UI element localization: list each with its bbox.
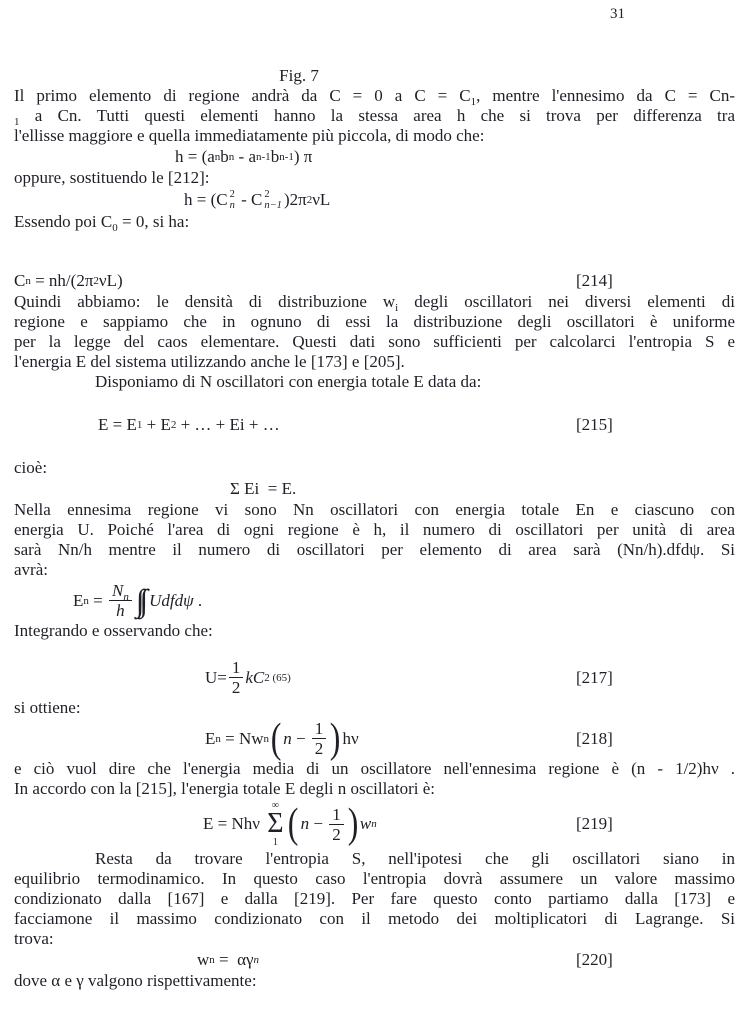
text-run: νL: [312, 190, 331, 209]
text-run: E = E: [98, 415, 137, 434]
text-run: 2: [231, 678, 241, 697]
text-run: a Cn. Tutti questi elementi hanno la stessa area h che si trova per differenza tra: [19, 106, 735, 125]
text-run: Resta da trovare l'entropia S, nell'ipotesi che gli oscillatori siano in: [95, 849, 735, 868]
text-line: [14, 849, 735, 869]
text-line: [14, 86, 735, 106]
vertical-gap: [14, 641, 735, 657]
page-number: 31: [610, 6, 625, 22]
summation-lower-limit: 1: [272, 837, 278, 848]
equation-line: [14, 714, 735, 762]
text-line: [14, 126, 735, 146]
text-run: 1: [231, 658, 241, 677]
text-line: [14, 500, 735, 520]
text-run: U=: [205, 667, 227, 687]
text-run: 1: [332, 804, 341, 824]
equation-line: [14, 949, 735, 971]
italic-text-run: n: [283, 728, 292, 748]
equation-number: [218]: [576, 728, 613, 748]
text-line: [14, 332, 735, 352]
text-run: w: [197, 950, 210, 969]
text-line: [14, 292, 735, 312]
text-run: νL): [98, 271, 123, 290]
text-line: [14, 312, 735, 332]
figure-caption: Fig. 7: [279, 66, 319, 85]
text-run: Il primo elemento di regione andrà da C = 0 a C = C: [14, 86, 471, 105]
equation-number: [220]: [576, 950, 613, 969]
equation-body: E n = Nw n ( n − $\frac{1}{2}$ ) hν: [205, 714, 359, 762]
text-line: [14, 106, 735, 126]
text-run: energia U. Poiché l'area di ogni regione è h, il numero di oscillatori per unità di area: [14, 520, 735, 539]
text-line: [14, 458, 735, 478]
text-run: l'ellisse maggiore e quella immediatamente più piccola, di modo che:: [14, 126, 485, 145]
text-line: [14, 560, 735, 580]
subscript: 1: [14, 116, 20, 128]
text-line: [14, 520, 735, 540]
subscript: 0: [112, 222, 118, 234]
text-run: condizionato dalla [167] e dalla [219]. Per fare questo conto partiamo dalla [173] e: [14, 889, 735, 908]
text-run: Integrando e osservando che:: [14, 621, 213, 640]
text-run: + … + Ei + …: [176, 415, 280, 434]
equation-number: [219]: [576, 814, 613, 833]
text-run: =: [88, 590, 107, 610]
fraction-denominator: [113, 601, 128, 620]
text-run: degli oscillatori nei diversi elementi di: [398, 292, 735, 311]
text-run: In accordo con la [215], l'energia totale E degli n oscillatori è:: [14, 779, 435, 798]
fraction-numerator: [312, 719, 327, 739]
subscript: i: [395, 302, 399, 314]
text-run: h = (a: [175, 147, 215, 166]
equation-body: w n = αγ n: [197, 950, 260, 969]
equation-line: [14, 188, 735, 212]
sub-sup-stack: [262, 189, 284, 211]
text-run: Quindi abbiamo: le densità di distribuzione w: [14, 292, 396, 311]
text-run: , mentre l'ennesimo da C = Cn-: [476, 86, 736, 105]
text-run: = nh/(2π: [30, 271, 94, 290]
subscript: n: [123, 591, 129, 603]
fraction-numerator: [109, 581, 132, 601]
fraction: [229, 658, 244, 697]
equation-number: [215]: [576, 415, 613, 434]
text-line: [14, 168, 735, 188]
equation-body: h = (a n b n - a n-1 b n-1 ) π: [175, 147, 313, 166]
italic-text-run: kC: [245, 667, 265, 687]
equation-line: [14, 657, 735, 698]
text-run: - C: [236, 190, 263, 209]
superscript: 2: [229, 189, 235, 200]
text-block: [14, 86, 735, 991]
subscript: n−1: [264, 200, 282, 211]
text-run: trova:: [14, 929, 54, 948]
fraction-numerator: [229, 658, 244, 678]
fraction-denominator: [229, 678, 244, 697]
equation-line: [14, 478, 735, 500]
fraction: [329, 805, 344, 844]
text-run: avrà:: [14, 560, 48, 579]
text-run: 1: [314, 719, 324, 738]
text-line: [14, 759, 735, 779]
text-run: )2π: [283, 190, 307, 209]
summation-upper-limit: ∞: [271, 800, 279, 811]
vertical-gap: [14, 392, 735, 414]
fraction-denominator: [329, 825, 344, 844]
text-line: [14, 929, 735, 949]
text-line: [14, 971, 735, 991]
text-run: + E: [142, 415, 171, 434]
equation-body: h = (C 2 n - C 2 n−1 )2π 2 νL: [184, 189, 331, 211]
text-line: [14, 212, 735, 232]
sigma-glyph: Σ: [267, 808, 284, 839]
sub-sup-stack: [228, 189, 237, 211]
fraction-numerator: [329, 805, 344, 825]
text-run: regione e sappiamo che in ognuno di essi la distribuzione degli oscillatori è uniforme: [14, 312, 735, 331]
text-run: ) π: [293, 147, 313, 166]
equation-body: U= $\frac{1}{2}$ kC 2 (65): [205, 658, 291, 697]
text-run: Nella ennesima regione vi sono Nn oscillatori con energia totale En e ciascuno con: [14, 500, 735, 519]
fraction-denominator: [312, 739, 327, 758]
summation-symbol: [267, 800, 283, 848]
equation-body: E = E 1 + E 2 + … + Ei + …: [98, 415, 280, 434]
italic-text-run: N: [111, 581, 124, 600]
text-line: [14, 698, 735, 718]
text-run: b: [270, 147, 280, 166]
text-line: [14, 889, 735, 909]
text-line: [14, 869, 735, 889]
text-run: = Nw: [220, 728, 264, 748]
vertical-gap: [14, 436, 735, 458]
text-run: sarà Nn/h mentre il numero di oscillatori per elemento di area sarà (Nn/h).dfdψ. Si: [14, 540, 735, 559]
equation-line: [14, 799, 735, 849]
text-run: oppure, sostituendo le [212]:: [14, 168, 210, 187]
equation-line: [14, 270, 735, 292]
text-line: [14, 779, 735, 799]
equation-body: E n = $\frac{N_n}{h}$ ∫∫ Udfdψ .: [73, 581, 203, 620]
equation-body: [230, 479, 296, 499]
equation-body: C n = nh/(2π 2 νL): [14, 271, 123, 290]
superscript: 2: [264, 189, 270, 200]
text-line: [14, 540, 735, 560]
text-run: Disponiamo di N oscillatori con energia totale E data da:: [95, 372, 482, 391]
text-run: −: [309, 814, 328, 833]
text-run: 2: [332, 824, 341, 844]
text-run: e ciò vuol dire che l'energia media di un oscillatore nell'ennesima regione è (n - 1/2)hν .: [14, 759, 735, 778]
text-line: [14, 352, 735, 372]
equation-body: E = Nhν ∞ Σ 1 ( n − $\frac{1}{2}$ ) w n: [203, 800, 377, 848]
text-run: Σ Ei = E.: [230, 479, 297, 498]
document-body: [14, 66, 735, 991]
text-run: −: [291, 728, 310, 748]
italic-text-run: n: [300, 814, 310, 833]
italic-text-run: h: [116, 601, 125, 620]
text-run: per la legge del caos elementare. Questi dati sono sufficienti per calcolarci l'entropia S e: [14, 332, 735, 351]
text-line: [14, 372, 735, 392]
subscript: n: [229, 200, 235, 211]
text-run: b: [220, 147, 229, 166]
text-line: [14, 621, 735, 641]
text-run: = 0, si ha:: [117, 212, 190, 231]
italic-text-run: w: [359, 814, 372, 833]
text-run: si ottiene:: [14, 698, 81, 717]
text-line: [14, 909, 735, 929]
equation-line: [14, 580, 735, 621]
text-run: equilibrio termodinamico. In questo caso l'entropia dovrà assumere un valore massimo: [14, 869, 735, 888]
vertical-gap: [14, 232, 735, 270]
equation-number: [214]: [576, 271, 613, 290]
text-run: Essendo poi C: [14, 212, 113, 231]
text-run: .: [193, 590, 203, 610]
text-run: cioè:: [14, 458, 48, 477]
subscript: 1: [470, 96, 477, 108]
text-run: hν: [342, 728, 359, 748]
text-run: C: [14, 271, 26, 290]
text-run: dove α e γ valgono rispettivamente:: [14, 971, 257, 990]
fraction: [312, 719, 327, 758]
text-run: 2: [314, 739, 324, 758]
text-run: h = (C: [184, 190, 228, 209]
italic-text-run: Udfdψ: [149, 590, 194, 610]
text-run: E = Nhν: [203, 814, 265, 833]
equation-line: [14, 146, 735, 168]
text-run: E: [73, 590, 84, 610]
text-run: = αγ: [214, 950, 254, 969]
text-run: - a: [234, 147, 257, 166]
text-run: l'energia E del sistema utilizzando anche le [173] e [205].: [14, 352, 405, 371]
fraction: [109, 581, 132, 620]
text-run: facciamone il massimo condizionato con il metodo dei moltiplicatori di Lagrange. Si: [14, 909, 735, 928]
equation-number: [217]: [576, 667, 613, 687]
equation-line: [14, 414, 735, 436]
text-run: E: [205, 728, 216, 748]
